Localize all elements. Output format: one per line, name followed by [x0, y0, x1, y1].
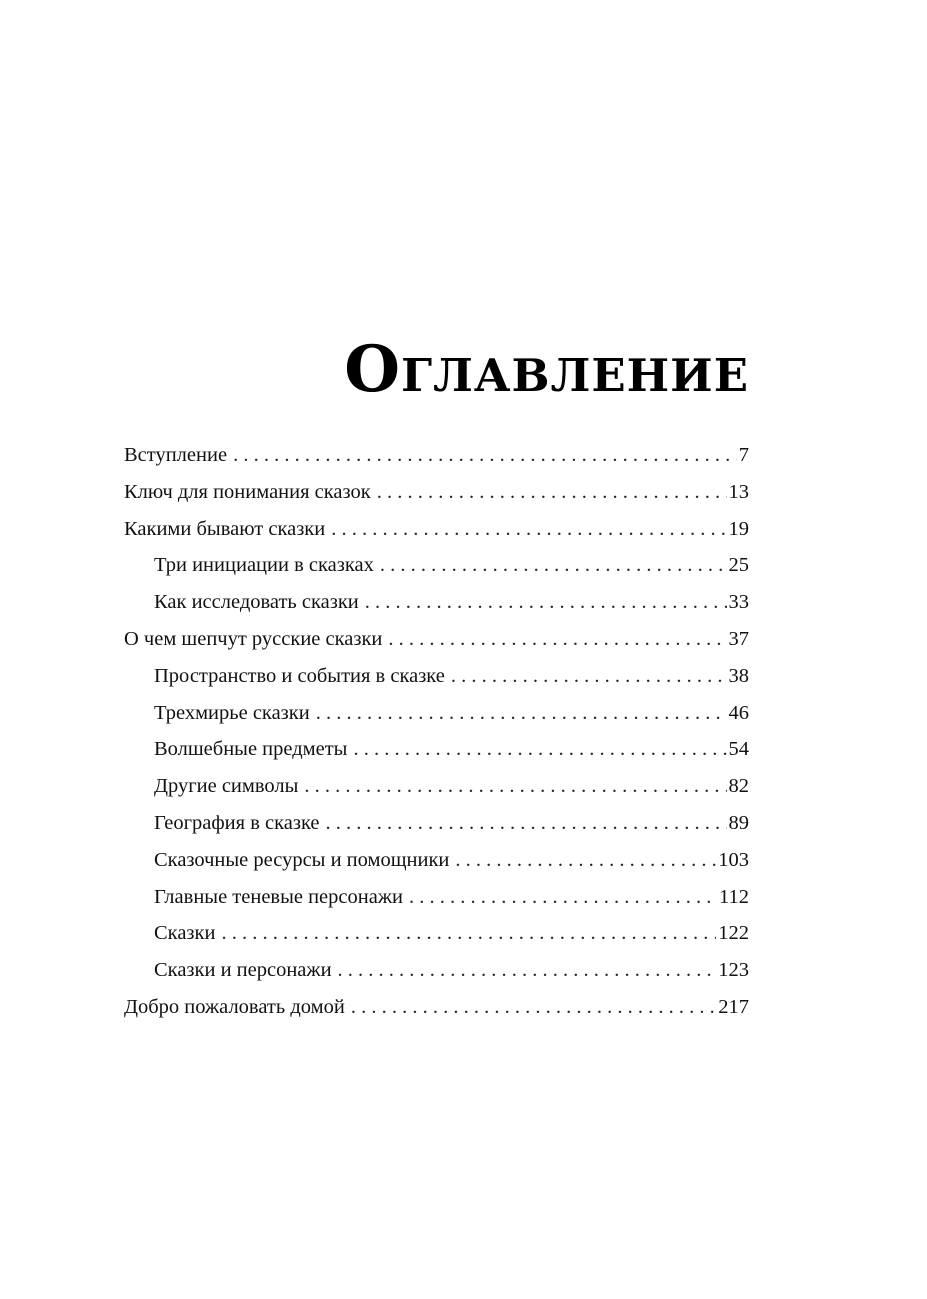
dot-leader [233, 437, 737, 474]
toc-entry-page-number: 38 [728, 664, 749, 687]
dot-leader [331, 511, 726, 548]
dot-leader [338, 952, 717, 989]
dot-leader [409, 879, 717, 916]
toc-entry-page-number: 123 [718, 959, 749, 982]
toc-subentry[interactable] [124, 584, 749, 621]
page-title: Оглавление [344, 332, 749, 407]
toc-entry-page-number: 89 [728, 811, 749, 834]
toc-entry-page-number: 37 [728, 627, 749, 650]
dot-leader [388, 621, 726, 658]
toc-entry[interactable] [124, 621, 749, 658]
dot-leader [353, 731, 726, 768]
toc-entry-title: Главные теневые персонажи [154, 885, 403, 908]
toc-subentry[interactable] [124, 768, 749, 805]
dot-leader [351, 989, 716, 1026]
toc-entry-title: География в сказке [154, 811, 320, 834]
toc-entry-page-number: 33 [728, 591, 749, 614]
toc-entry-title: Волшебные предметы [154, 738, 348, 761]
toc-entry-page-number: 19 [728, 517, 749, 540]
toc-subentry[interactable] [124, 915, 749, 952]
toc-entry-title: Сказки [154, 922, 216, 945]
toc-entry-page-number: 112 [719, 885, 749, 908]
toc-entry-title: Ключ для понимания сказок [124, 480, 371, 503]
dot-leader [221, 915, 716, 952]
dot-leader [380, 547, 727, 584]
toc-entry[interactable] [124, 989, 749, 1026]
toc-entry-title: Другие символы [154, 775, 299, 798]
dot-leader [304, 768, 726, 805]
toc-entry-page-number: 25 [728, 554, 749, 577]
dot-leader [365, 584, 727, 621]
toc-subentry[interactable] [124, 879, 749, 916]
toc-entry[interactable] [124, 474, 749, 511]
toc-entry-page-number: 13 [728, 480, 749, 503]
toc-entry-title: Сказочные ресурсы и помощники [154, 848, 450, 871]
toc-entry-page-number: 217 [718, 995, 749, 1018]
toc-entry-title: Вступление [124, 444, 228, 466]
toc-subentry[interactable] [124, 731, 749, 768]
dot-leader [316, 695, 727, 732]
dot-leader [326, 805, 727, 842]
toc-entry-page-number: 103 [718, 848, 749, 871]
toc-entry-title: Трехмирье сказки [154, 701, 310, 724]
toc-entry[interactable] [124, 511, 749, 548]
toc-subentry[interactable] [124, 805, 749, 842]
toc-entry-page-number: 7 [738, 444, 749, 466]
dot-leader [451, 658, 727, 695]
toc-subentry[interactable] [124, 547, 749, 584]
dot-leader [377, 474, 727, 511]
toc-entry-page-number: 82 [728, 775, 749, 798]
toc-entry-page-number: 54 [728, 738, 749, 761]
toc-entry-page-number: 46 [728, 701, 749, 724]
toc-entry-page-number: 122 [718, 922, 749, 945]
toc-entry-title: Как исследовать сказки [154, 591, 359, 614]
toc-subentry[interactable] [124, 842, 749, 879]
toc-subentry[interactable] [124, 658, 749, 695]
toc-entry-title: Сказки и персонажи [154, 959, 332, 982]
toc-entry-title: О чем шепчут русские сказки [124, 627, 383, 650]
toc-entry-title: Добро пожаловать домой [124, 995, 345, 1018]
toc-entry[interactable] [124, 437, 749, 474]
toc-entry-title: Пространство и события в сказке [154, 664, 445, 687]
toc-entry-title: Какими бывают сказки [124, 517, 326, 540]
toc-entry-title: Три инициации в сказках [154, 554, 374, 577]
toc-subentry[interactable] [124, 952, 749, 989]
table-of-contents [124, 437, 749, 1026]
toc-subentry[interactable] [124, 695, 749, 732]
dot-leader [455, 842, 716, 879]
